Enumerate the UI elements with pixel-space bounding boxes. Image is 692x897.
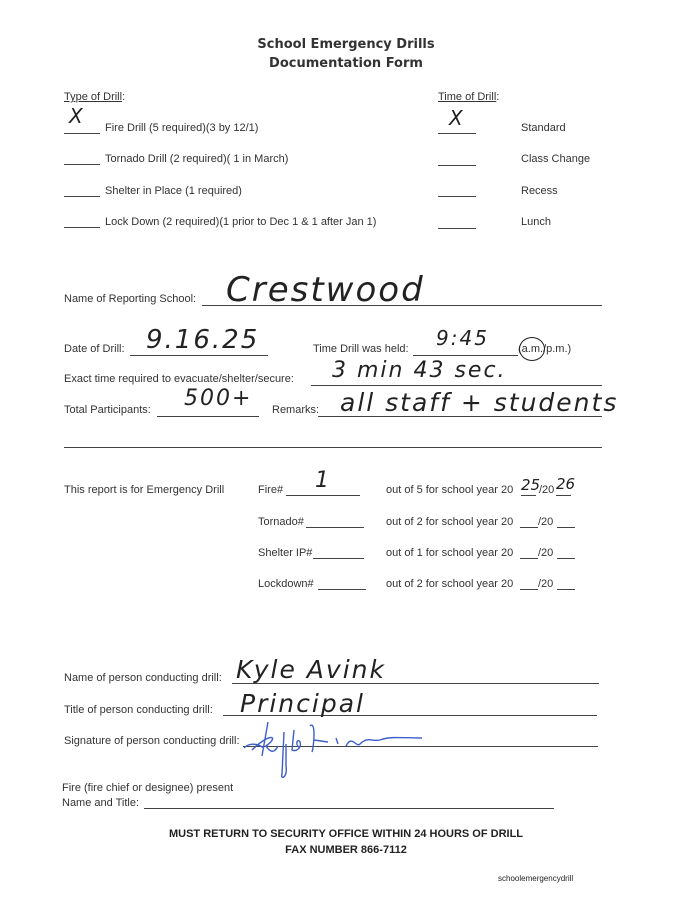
checkbox-line[interactable] bbox=[64, 227, 100, 228]
drill-type-label: Tornado Drill (2 required)( 1 in March) bbox=[105, 153, 289, 165]
fire-chief-line1: Fire (fire chief or designee) present bbox=[62, 782, 234, 794]
pm-option[interactable]: /p.m.) bbox=[543, 343, 572, 355]
conductor-name-value: Kyle Avink bbox=[236, 655, 386, 684]
remarks-label: Remarks: bbox=[272, 404, 320, 416]
participants-label: Total Participants: bbox=[64, 404, 151, 416]
conductor-name-label: Name of person conducting drill: bbox=[64, 672, 222, 684]
date-of-drill-field[interactable] bbox=[130, 355, 268, 356]
year1-value: 25 bbox=[521, 476, 541, 494]
remarks-value: all staff + students bbox=[340, 388, 619, 417]
checkbox-line[interactable] bbox=[438, 165, 476, 166]
check-mark: X bbox=[449, 106, 463, 130]
exact-time-label: Exact time required to evacuate/shelter/secure: bbox=[64, 373, 294, 385]
participants-field[interactable] bbox=[157, 416, 259, 417]
drill-type-label: Fire Drill (5 required)(3 by 12/1) bbox=[105, 122, 259, 134]
drill-type-label: Lock Down (2 required)(1 prior to Dec 1 & 1 after Jan 1) bbox=[105, 216, 377, 228]
time-option-label: Class Change bbox=[521, 153, 591, 165]
tornado-number-field[interactable] bbox=[306, 527, 364, 528]
checkbox-line[interactable] bbox=[64, 196, 100, 197]
time-of-drill-heading: Time of Drill: bbox=[438, 91, 500, 103]
report-row-label: Shelter IP# bbox=[258, 547, 313, 559]
fire-chief-name-field[interactable] bbox=[144, 808, 554, 809]
year2-field[interactable] bbox=[557, 589, 575, 590]
fire-number-value: 1 bbox=[315, 468, 331, 493]
time-option-label: Recess bbox=[521, 185, 558, 197]
checkbox-line[interactable] bbox=[438, 228, 476, 229]
date-of-drill-value: 9.16.25 bbox=[146, 325, 260, 355]
checkbox-line[interactable] bbox=[64, 133, 100, 134]
time-option-label: Standard bbox=[521, 122, 566, 134]
exact-time-field[interactable] bbox=[311, 385, 602, 386]
time-held-label: Time Drill was held: bbox=[313, 343, 409, 355]
lockdown-number-field[interactable] bbox=[318, 589, 366, 590]
checkbox-line[interactable] bbox=[438, 196, 476, 197]
year1-field[interactable] bbox=[520, 558, 538, 559]
conductor-title-value: Principal bbox=[240, 689, 365, 718]
footer-return-notice: MUST RETURN TO SECURITY OFFICE WITHIN 24 HOURS OF DRILL bbox=[168, 828, 524, 840]
form-title-line1: School Emergency Drills bbox=[257, 37, 435, 52]
date-of-drill-label: Date of Drill: bbox=[64, 343, 125, 355]
remarks-field-line2[interactable] bbox=[64, 447, 602, 448]
signature-scribble-icon bbox=[240, 716, 440, 780]
report-row-label: Fire# bbox=[258, 484, 284, 496]
footer-fax-number: FAX NUMBER 866-7112 bbox=[285, 844, 407, 856]
type-of-drill-heading: Type of Drill: bbox=[64, 91, 126, 103]
year1-field[interactable] bbox=[520, 589, 538, 590]
drill-type-label: Shelter in Place (1 required) bbox=[105, 185, 242, 197]
fire-number-field[interactable] bbox=[286, 495, 360, 496]
report-row-suffix: out of 2 for school year 20 bbox=[386, 578, 514, 590]
report-row-suffix: out of 2 for school year 20 bbox=[386, 516, 514, 528]
year-separator: /20 bbox=[539, 484, 555, 496]
year2-field[interactable] bbox=[557, 558, 575, 559]
am-option[interactable]: a.m. bbox=[521, 343, 544, 355]
school-name-value: Crestwood bbox=[226, 270, 425, 310]
year2-value: 26 bbox=[556, 475, 576, 493]
year-separator: /20 bbox=[538, 547, 554, 559]
conductor-title-label: Title of person conducting drill: bbox=[64, 704, 213, 716]
year-separator: /20 bbox=[538, 578, 554, 590]
checkbox-line[interactable] bbox=[64, 164, 100, 165]
report-row-label: Tornado# bbox=[258, 516, 304, 528]
report-row-suffix: out of 1 for school year 20 bbox=[386, 547, 514, 559]
exact-time-value: 3 min 43 sec. bbox=[332, 358, 507, 383]
time-held-field[interactable] bbox=[413, 355, 518, 356]
document-id: schoolemergencydrill bbox=[498, 874, 574, 883]
year2-field[interactable] bbox=[556, 495, 571, 496]
report-row-suffix: out of 5 for school year 20 bbox=[386, 484, 514, 496]
form-title-line2: Documentation Form bbox=[269, 56, 423, 71]
ampm-selector[interactable]: (a.m./p.m.) bbox=[518, 343, 572, 355]
checkbox-line[interactable] bbox=[438, 133, 476, 134]
check-mark: X bbox=[69, 104, 83, 128]
year1-field[interactable] bbox=[520, 527, 538, 528]
time-held-value: 9:45 bbox=[436, 326, 489, 350]
participants-value: 500+ bbox=[184, 386, 253, 411]
shelter-number-field[interactable] bbox=[313, 558, 364, 559]
report-intro: This report is for Emergency Drill bbox=[64, 484, 225, 496]
year1-field[interactable] bbox=[521, 495, 536, 496]
fire-chief-line2: Name and Title: bbox=[62, 797, 140, 809]
school-name-label: Name of Reporting School: bbox=[64, 293, 197, 305]
report-row-label: Lockdown# bbox=[258, 578, 314, 590]
year2-field[interactable] bbox=[557, 527, 575, 528]
time-option-label: Lunch bbox=[521, 216, 551, 228]
year-separator: /20 bbox=[538, 516, 554, 528]
am-selected-circle bbox=[519, 337, 545, 361]
signature-label: Signature of person conducting drill: bbox=[64, 735, 240, 747]
